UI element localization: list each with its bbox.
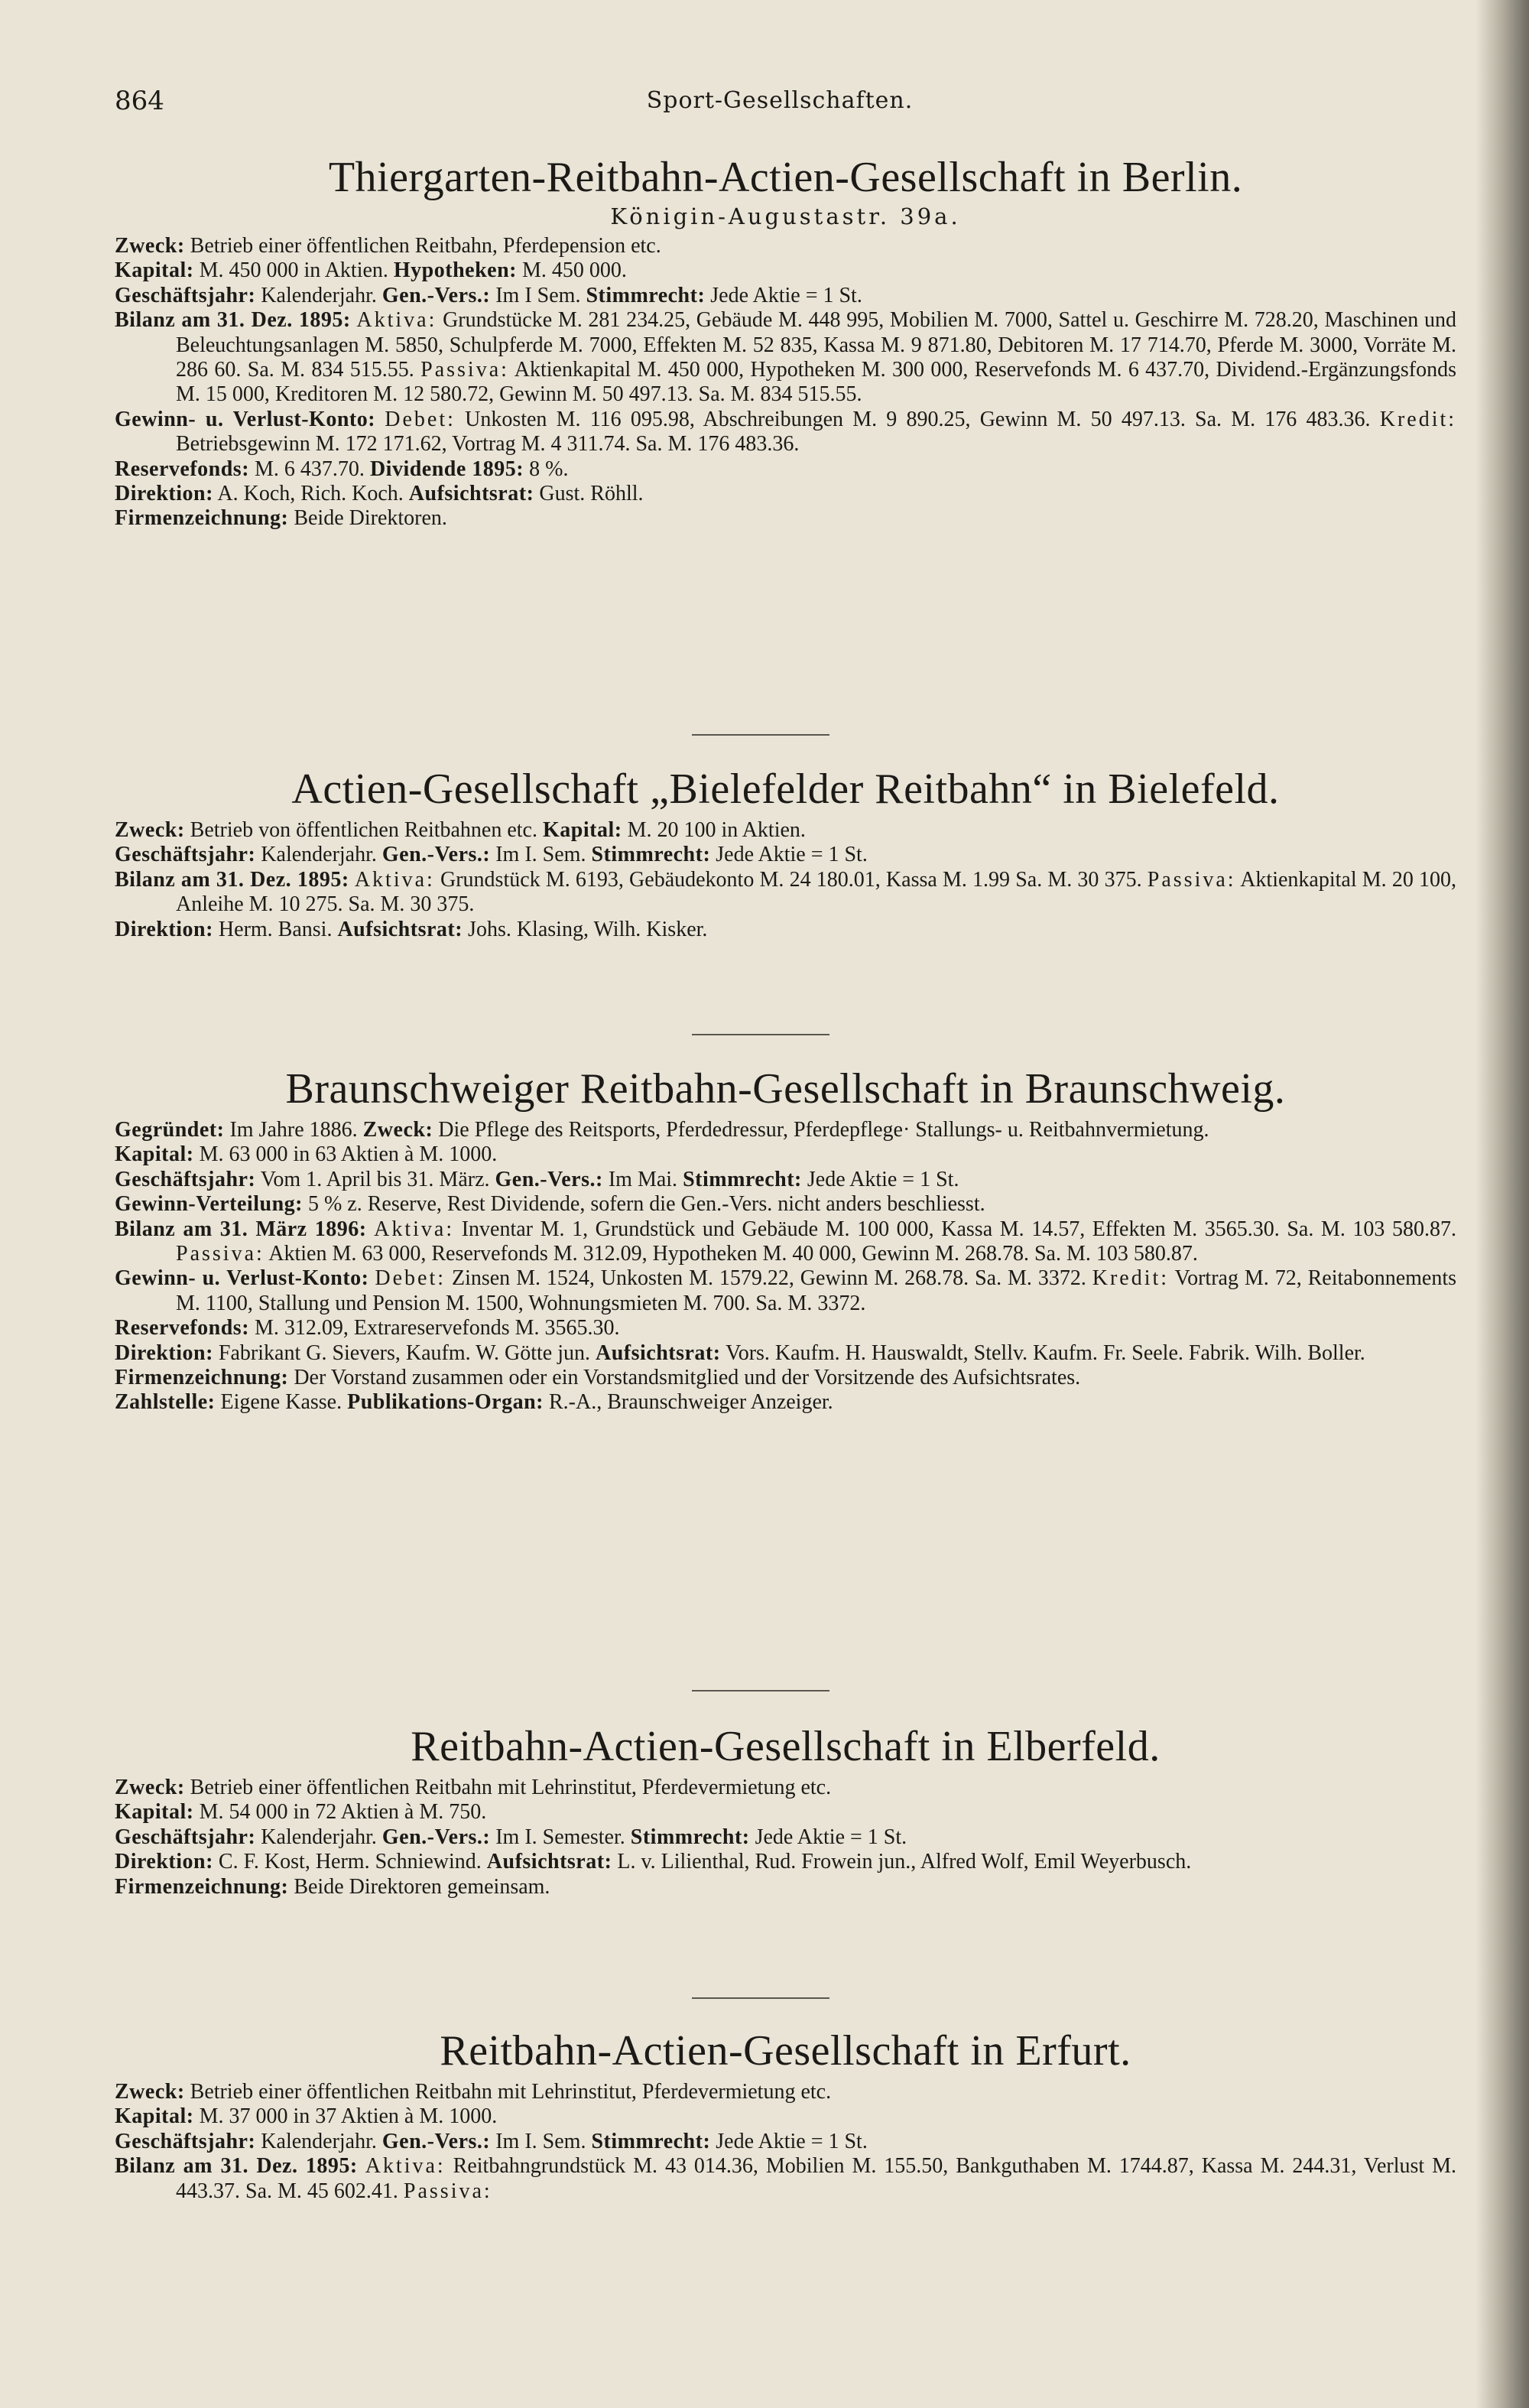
entry-paragraph [115, 234, 1456, 258]
entry-paragraph [115, 1118, 1456, 1142]
field-value: Betrieb einer öffentlichen Reitbahn mit Lehrinstitut, Pferdevermietung etc. [190, 2080, 832, 2104]
field-label: Gewinn-Verteilung: [115, 1192, 303, 1217]
field-label: Kapital: [115, 2104, 194, 2129]
section-bielefeld [115, 765, 1456, 942]
entry-paragraph [115, 1825, 1456, 1850]
entry-paragraph [115, 1142, 1456, 1167]
page-number: 864 [115, 86, 164, 116]
field-value: Kalenderjahr. [261, 1825, 377, 1849]
page-header [115, 86, 1445, 124]
field-value: Reitbahngrundstück M. 43 014.36, Mobilien M. 155.50, Bankguthaben M. 1744.87, Kassa M. 244.31, Verlust M. 443.37. Sa. M. 45 602.41. [176, 2154, 1457, 2203]
field-label: Direktion: [115, 917, 213, 941]
field-value: Vors. Kaufm. H. Hauswaldt, Stellv. Kaufm. Fr. Seele. Fabrik. Wilh. Boller. [726, 1340, 1365, 1365]
entry-paragraph [115, 2154, 1456, 2204]
field-label: Bilanz am 31. März 1896: [115, 1217, 367, 1241]
field-label: Bilanz am 31. Dez. 1895: [115, 2154, 358, 2179]
section-address: Königin-Augustastr. 39a. [610, 203, 961, 229]
section-divider [692, 1034, 829, 1035]
field-value: Im Jahre 1886. [229, 1118, 358, 1142]
field-label: Bilanz am 31. Dez. 1895: [115, 308, 351, 333]
entry-paragraph [115, 457, 1456, 482]
field-value: Im I. Sem. [495, 843, 586, 867]
field-value: Aktien M. 63 000, Reservefonds M. 312.09, Hypotheken M. 40 000, Gewinn M. 268.78. Sa. M. 103 580.87. [268, 1242, 1198, 1266]
section-title: Thiergarten-Reitbahn-Actien-Gesellschaft in Berlin. [328, 154, 1243, 201]
entry-paragraph [115, 1217, 1456, 1267]
entry-paragraph [115, 1875, 1456, 1899]
entry-paragraph [115, 284, 1456, 308]
field-label: Gegründet: [115, 1118, 225, 1142]
field-value: Aktienkapital M. 20 100, Anleihe M. 10 275. Sa. M. 30 375. [176, 867, 1457, 917]
field-label: Firmenzeichnung: [115, 1874, 289, 1899]
ledger-side-label: Passiva: [176, 1242, 265, 1266]
field-value: Vom 1. April bis 31. März. [260, 1167, 490, 1191]
entry-paragraph [115, 1266, 1456, 1316]
field-label: Gen.-Vers.: [381, 283, 491, 307]
field-value: Betrieb von öffentlichen Reitbahnen etc. [190, 818, 537, 842]
entry-paragraph [115, 1800, 1456, 1825]
field-label: Stimmrecht: [683, 1167, 802, 1191]
field-label: Stimmrecht: [586, 283, 706, 307]
ledger-side-label: Aktiva: [356, 308, 437, 333]
field-value: Im I. Semester. [495, 1825, 625, 1849]
entry-paragraph [115, 2080, 1456, 2104]
field-label: Reservefonds: [115, 457, 250, 481]
field-label: Aufsichtsrat: [408, 482, 534, 506]
field-label: Hypotheken: [393, 258, 517, 283]
field-label: Bilanz am 31. Dez. 1895: [115, 867, 349, 892]
field-label: Direktion: [115, 482, 213, 506]
entry-paragraph [115, 258, 1456, 283]
ledger-side-label: Passiva: [1147, 867, 1236, 892]
ledger-side-label: Passiva: [403, 2179, 492, 2203]
section-divider [692, 1690, 829, 1691]
section-body [115, 2080, 1456, 2204]
entry-paragraph [115, 1168, 1456, 1192]
field-label: Geschäftsjahr: [115, 2129, 256, 2153]
section-title: Actien-Gesellschaft „Bielefelder Reitbahn“ in Bielefeld. [291, 765, 1280, 813]
section-erfurt [115, 2026, 1456, 2204]
field-value: M. 450 000. [521, 258, 627, 283]
entry-paragraph [115, 1776, 1456, 1800]
field-label: Zweck: [362, 1118, 433, 1142]
field-value: M. 6 437.70. [255, 457, 365, 481]
field-label: Geschäftsjahr: [115, 283, 256, 307]
field-label: Geschäftsjahr: [115, 843, 256, 867]
section-elberfeld [115, 1722, 1456, 1899]
entry-paragraph [115, 1341, 1456, 1366]
field-label: Zweck: [115, 818, 185, 842]
entry-paragraph [115, 868, 1456, 918]
field-value: Beide Direktoren. [294, 506, 447, 531]
entry-paragraph [115, 1850, 1456, 1874]
section-title: Braunschweiger Reitbahn-Gesellschaft in Braunschweig. [285, 1065, 1286, 1113]
entry-paragraph [115, 1316, 1456, 1340]
field-value: Eigene Kasse. [220, 1390, 342, 1415]
field-label: Firmenzeichnung: [115, 506, 289, 531]
field-value: L. v. Lilienthal, Rud. Frowein jun., Alfred Wolf, Emil Weyerbusch. [617, 1850, 1192, 1874]
field-value: Kalenderjahr. [261, 283, 377, 307]
field-label: Aufsichtsrat: [486, 1850, 612, 1874]
entry-paragraph [115, 482, 1456, 506]
field-value: Aktienkapital M. 450 000, Hypotheken M. 300 000, Reservefonds M. 6 437.70, Dividend.-Ergänzungsfonds M. 15 000, Kreditoren M. 12 580.72, Gewinn M. 50 497.13. Sa. M. 834 515.55. [176, 358, 1456, 407]
field-value: Fabrikant G. Sievers, Kaufm. W. Götte jun. [218, 1340, 590, 1365]
running-title: Sport-Gesellschaften. [646, 87, 914, 114]
section-body [115, 1118, 1456, 1415]
field-label: Geschäftsjahr: [115, 1825, 256, 1849]
field-value: Inventar M. 1, Grundstück und Gebäude M. 100 000, Kassa M. 14.57, Effekten M. 3565.30. Sa. M. 103 580.87. [461, 1217, 1457, 1241]
ledger-side-label: Aktiva: [365, 2154, 446, 2179]
field-label: Kapital: [115, 1800, 194, 1825]
field-label: Zahlstelle: [115, 1390, 216, 1415]
entry-paragraph [115, 818, 1456, 843]
field-value: Der Vorstand zusammen oder ein Vorstandsmitglied und der Vorsitzende des Aufsichtsrates. [294, 1366, 1081, 1390]
field-value: Betriebsgewinn M. 172 171.62, Vortrag M. 4 311.74. Sa. M. 176 483.36. [176, 432, 800, 457]
field-value: Kalenderjahr. [261, 843, 377, 867]
ledger-side-label: Passiva: [420, 358, 509, 382]
field-label: Kapital: [115, 1142, 194, 1167]
field-label: Stimmrecht: [591, 843, 711, 867]
ledger-side-label: Aktiva: [354, 867, 435, 892]
entry-paragraph [115, 408, 1456, 457]
field-label: Stimmrecht: [630, 1825, 750, 1849]
field-label: Kapital: [115, 258, 194, 283]
section-title: Reitbahn-Actien-Gesellschaft in Erfurt. [440, 2027, 1131, 2075]
section-divider [692, 1997, 829, 1999]
field-value: M. 37 000 in 37 Aktien à M. 1000. [199, 2104, 498, 2129]
entry-paragraph [115, 1390, 1456, 1415]
field-value: R.-A., Braunschweiger Anzeiger. [549, 1390, 833, 1415]
ledger-side-label: Debet: [385, 407, 456, 431]
section-body [115, 1776, 1456, 1899]
entry-paragraph [115, 308, 1456, 408]
field-label: Firmenzeichnung: [115, 1366, 289, 1390]
ledger-side-label: Debet: [375, 1266, 446, 1291]
field-label: Aufsichtsrat: [337, 917, 463, 941]
field-value: Jede Aktie = 1 St. [755, 1825, 907, 1849]
entry-paragraph [115, 1366, 1456, 1390]
entry-paragraph [115, 506, 1456, 531]
field-label: Gen.-Vers.: [495, 1167, 603, 1191]
field-label: Direktion: [115, 1850, 213, 1874]
field-value: Die Pflege des Reitsports, Pferdedressur, Pferdepflege· Stallungs- u. Reitbahnvermietung. [438, 1118, 1209, 1142]
field-value: Jede Aktie = 1 St. [716, 843, 868, 867]
field-label: Gewinn- u. Verlust-Konto: [115, 1266, 369, 1291]
ledger-side-label: Kredit: [1092, 1266, 1170, 1291]
field-label: Gen.-Vers.: [381, 843, 491, 867]
field-label: Aufsichtsrat: [595, 1340, 721, 1365]
entry-paragraph [115, 918, 1456, 942]
field-value: C. F. Kost, Herm. Schniewind. [218, 1850, 482, 1874]
field-value: M. 312.09, Extrareservefonds M. 3565.30. [255, 1316, 620, 1340]
page-gutter-shadow [1475, 0, 1529, 2408]
field-value: Unkosten M. 116 095.98, Abschreibungen M. 9 890.25, Gewinn M. 50 497.13. Sa. M. 176 483.36. [465, 407, 1371, 431]
section-title: Reitbahn-Actien-Gesellschaft in Elberfeld. [411, 1723, 1161, 1770]
ledger-side-label: Aktiva: [374, 1217, 455, 1241]
field-value: Gust. Röhll. [539, 482, 644, 506]
field-value: Im I Sem. [495, 283, 581, 307]
field-value: Johs. Klasing, Wilh. Kisker. [468, 917, 708, 941]
section-divider [692, 734, 829, 736]
field-value: M. 54 000 in 72 Aktien à M. 750. [199, 1800, 487, 1825]
field-value: 8 %. [529, 457, 569, 481]
field-value: Vortrag M. 72, Reitabonnements M. 1100, Stallung und Pension M. 1500, Wohnungsmieten M. 700. Sa. M. 3372. [176, 1266, 1457, 1315]
field-value: Herm. Bansi. [218, 917, 333, 941]
section-body [115, 234, 1456, 531]
field-label: Gewinn- u. Verlust-Konto: [115, 407, 376, 431]
section-berlin [115, 153, 1456, 531]
field-label: Zweck: [115, 2080, 185, 2104]
field-value: Im Mai. [608, 1167, 678, 1191]
entry-paragraph [115, 843, 1456, 867]
field-value: M. 450 000 in Aktien. [199, 258, 388, 283]
field-value: Beide Direktoren gemeinsam. [294, 1874, 550, 1899]
field-label: Kapital: [543, 818, 622, 842]
field-label: Reservefonds: [115, 1316, 250, 1340]
field-value: Betrieb einer öffentlichen Reitbahn mit Lehrinstitut, Pferdevermietung etc. [190, 1776, 832, 1799]
field-label: Geschäftsjahr: [115, 1167, 256, 1191]
field-label: Stimmrecht: [591, 2129, 711, 2153]
entry-paragraph [115, 2130, 1456, 2154]
field-label: Gen.-Vers.: [381, 2129, 491, 2153]
field-value: Grundstücke M. 281 234.25, Gebäude M. 448 995, Mobilien M. 7000, Sattel u. Geschirre M. 728.20, Maschinen und Beleuchtungsanlagen M. 5850, Schulpferde M. 7000, Effekten M. 52 835, Kassa M. 9 871.80, Debitoren M. 17 714.70, Pferde M. 3000, Vorräte M. 286 60. Sa. M. 834 515.55. [176, 308, 1456, 382]
ledger-side-label: Kredit: [1379, 407, 1457, 431]
field-value: Grundstück M. 6193, Gebäudekonto M. 24 180.01, Kassa M. 1.99 Sa. M. 30 375. [440, 867, 1142, 892]
section-body [115, 818, 1456, 942]
field-label: Publikations-Organ: [347, 1390, 544, 1415]
field-label: Gen.-Vers.: [381, 1825, 491, 1849]
field-value: Zinsen M. 1524, Unkosten M. 1579.22, Gewinn M. 268.78. Sa. M. 3372. [451, 1266, 1086, 1291]
field-value: Im I. Sem. [495, 2129, 586, 2153]
field-value: 5 % z. Reserve, Rest Dividende, sofern die Gen.-Vers. nicht anders beschliesst. [307, 1192, 985, 1217]
section-braunschweig [115, 1064, 1456, 1415]
field-value: Kalenderjahr. [261, 2129, 377, 2153]
field-value: A. Koch, Rich. Koch. [217, 482, 404, 506]
field-label: Zweck: [115, 234, 185, 258]
field-value: Jede Aktie = 1 St. [710, 283, 862, 307]
entry-paragraph [115, 1192, 1456, 1217]
field-value: M. 63 000 in 63 Aktien à M. 1000. [199, 1142, 498, 1167]
field-value: Betrieb einer öffentlichen Reitbahn, Pferdepension etc. [190, 234, 661, 258]
field-value: Jede Aktie = 1 St. [716, 2129, 868, 2153]
field-label: Direktion: [115, 1340, 213, 1365]
field-value: Jede Aktie = 1 St. [807, 1167, 959, 1191]
field-label: Zweck: [115, 1776, 185, 1799]
field-value: M. 20 100 in Aktien. [627, 818, 806, 842]
field-label: Dividende 1895: [369, 457, 524, 481]
entry-paragraph [115, 2104, 1456, 2129]
